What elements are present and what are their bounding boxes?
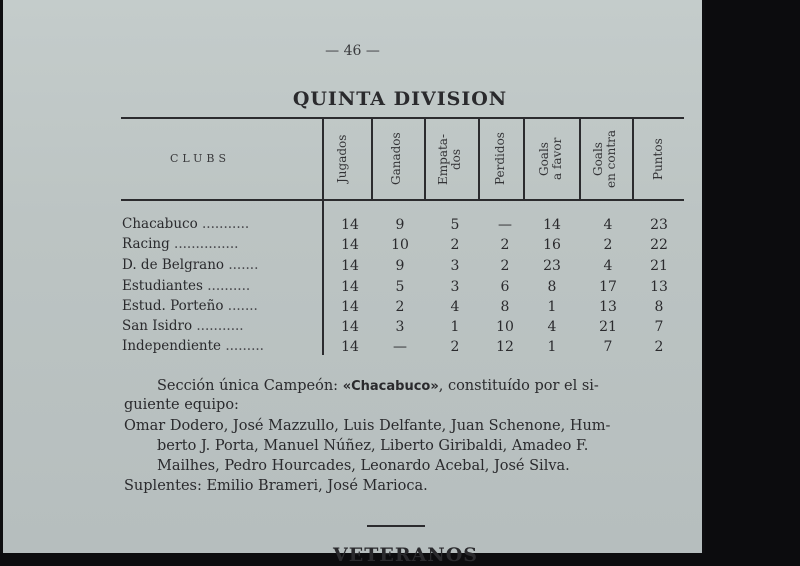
table-cell: 2: [450, 237, 460, 253]
table-cell: 9: [395, 258, 405, 274]
table-cell: 1: [547, 339, 557, 355]
club-label: D. de Belgrano: [122, 257, 225, 273]
champion-line-1: [157, 377, 599, 396]
club-name: [122, 257, 307, 273]
table-cell: —: [498, 217, 512, 233]
table-cell: 6: [500, 279, 510, 295]
clubs-column-header: CLUBS: [170, 152, 231, 165]
club-name: [122, 216, 307, 232]
column-divider: [424, 119, 426, 201]
team-line-2: berto J. Porta, Manuel Núñez, Liberto Giribaldi, Amadeo F.: [157, 438, 589, 454]
club-name: [122, 318, 307, 334]
table-cell: 16: [543, 237, 561, 253]
column-divider: [523, 119, 525, 201]
table-cell: 2: [500, 258, 510, 274]
table-cell: 3: [450, 258, 460, 274]
section-divider: [367, 525, 425, 527]
table-cell: 1: [450, 319, 460, 335]
table-cell: 22: [650, 237, 668, 253]
leader-dots: ...............: [174, 236, 239, 252]
table-cell: 3: [395, 319, 405, 335]
table-cell: 10: [496, 319, 514, 335]
table-cell: 23: [650, 217, 668, 233]
table-cell: 4: [603, 258, 613, 274]
club-name: [122, 338, 307, 354]
header-goals-en-contra: Goals en contra: [591, 129, 618, 189]
table-cell: 14: [341, 339, 359, 355]
leader-dots: ..........: [207, 278, 251, 294]
column-divider: [478, 119, 480, 201]
header-empatados: Empata- dos: [436, 133, 463, 185]
table-cell: 13: [599, 299, 617, 315]
club-label: Racing: [122, 236, 170, 252]
table-cell: 2: [500, 237, 510, 253]
table-cell: 8: [654, 299, 664, 315]
page-number: — 46 —: [325, 43, 380, 59]
table-cell: —: [393, 339, 407, 355]
table-cell: 14: [341, 279, 359, 295]
club-name: [122, 298, 307, 314]
table-cell: 14: [341, 319, 359, 335]
team-line-1: Omar Dodero, José Mazzullo, Luis Delfante, Juan Schenone, Hum-: [124, 418, 611, 434]
team-line-3: Mailhes, Pedro Hourcades, Leonardo Acebal, José Silva.: [157, 458, 570, 474]
table-cell: 3: [450, 279, 460, 295]
club-name: [122, 278, 307, 294]
table-top-rule: [121, 117, 684, 119]
table-cell: 9: [395, 217, 405, 233]
left-edge-shadow: [0, 0, 3, 553]
substitutes-line: Suplentes: Emilio Brameri, José Marioca.: [124, 478, 428, 494]
table-cell: 10: [391, 237, 409, 253]
column-divider: [579, 119, 581, 201]
column-divider: [632, 119, 634, 201]
club-label: Independiente: [122, 338, 222, 354]
table-cell: 17: [599, 279, 617, 295]
club-label: Estudiantes: [122, 278, 203, 294]
table-cell: 13: [650, 279, 668, 295]
page-title: QUINTA DIVISION: [292, 88, 508, 110]
champion-suffix: , constituído por el si-: [438, 378, 599, 394]
table-cell: 4: [450, 299, 460, 315]
table-cell: 23: [543, 258, 561, 274]
club-label: Chacabuco: [122, 216, 198, 232]
table-cell: 2: [603, 237, 613, 253]
header-jugados: Jugados: [335, 134, 349, 184]
table-cell: 12: [496, 339, 514, 355]
header-puntos: Puntos: [651, 138, 665, 180]
leader-dots: ...........: [202, 216, 250, 232]
header-perdidos: Perdidos: [493, 132, 507, 186]
table-cell: 14: [341, 217, 359, 233]
table-cell: 4: [603, 217, 613, 233]
column-divider: [322, 117, 324, 355]
next-section-heading: VETERANOS: [333, 544, 479, 566]
column-divider: [371, 119, 373, 201]
club-name: [122, 236, 307, 252]
header-goals-a-favor: Goals a favor: [537, 137, 564, 181]
header-ganados: Ganados: [389, 132, 403, 186]
table-cell: 7: [603, 339, 613, 355]
table-cell: 1: [547, 299, 557, 315]
table-cell: 2: [395, 299, 405, 315]
table-cell: 8: [547, 279, 557, 295]
table-cell: 21: [650, 258, 668, 274]
table-cell: 14: [543, 217, 561, 233]
table-cell: 2: [654, 339, 664, 355]
right-edge-shadow: [702, 0, 705, 553]
table-cell: 14: [341, 237, 359, 253]
table-cell: 7: [654, 319, 664, 335]
leader-dots: .......: [228, 257, 259, 273]
champion-prefix: Sección única Campeón:: [157, 378, 343, 394]
table-header-rule: [121, 199, 684, 201]
table-cell: 8: [500, 299, 510, 315]
club-label: Estud. Porteño: [122, 298, 224, 314]
table-cell: 21: [599, 319, 617, 335]
table-cell: 5: [395, 279, 405, 295]
club-label: San Isidro: [122, 318, 193, 334]
leader-dots: .......: [227, 298, 258, 314]
table-cell: 4: [547, 319, 557, 335]
champion-line-2: guiente equipo:: [124, 397, 239, 413]
leader-dots: .........: [225, 338, 264, 354]
table-cell: 2: [450, 339, 460, 355]
champion-name: «Chacabuco»: [342, 379, 439, 394]
table-cell: 5: [450, 217, 460, 233]
table-cell: 14: [341, 299, 359, 315]
table-cell: 14: [341, 258, 359, 274]
leader-dots: ...........: [196, 318, 244, 334]
